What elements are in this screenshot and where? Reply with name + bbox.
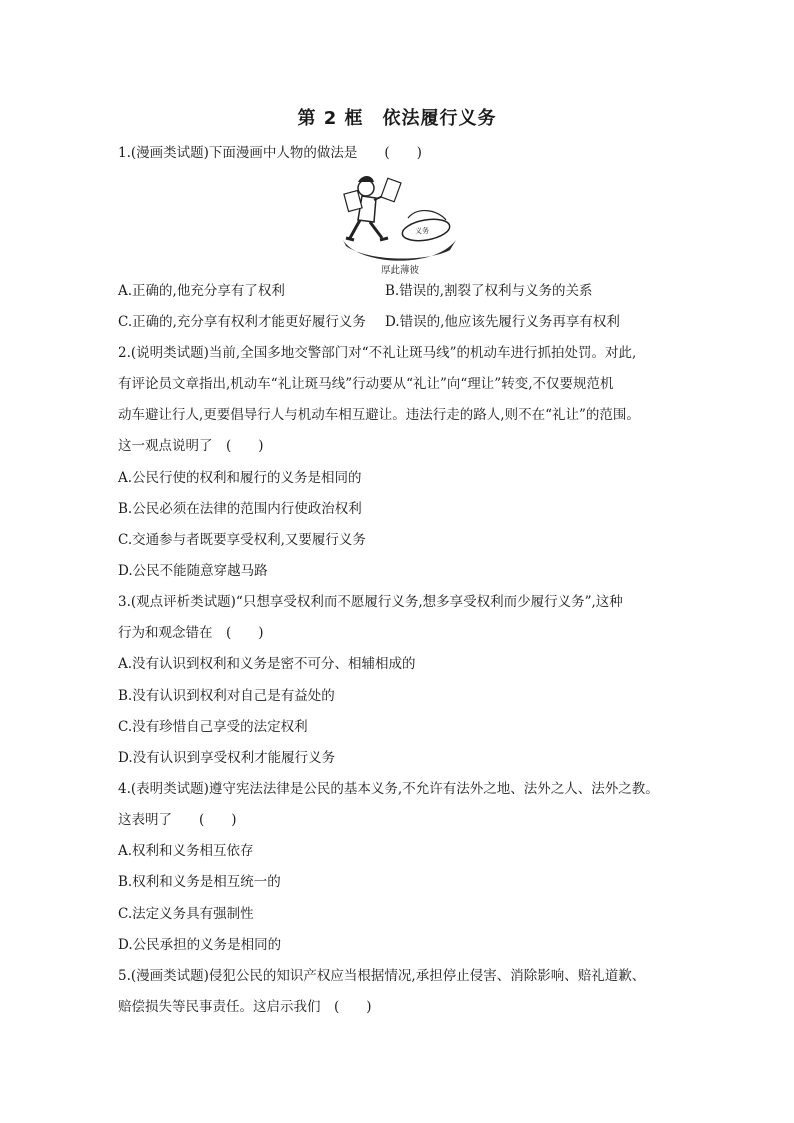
q2-line: 动车避让行人,更要倡导行人与机动车相互避让。违法行走的路人,则不在“礼让”的范围。: [118, 407, 640, 423]
q4-line: 4.(表明类试题)遵守宪法法律是公民的基本义务,不允许有法外之地、法外之人、法外之教。: [118, 781, 659, 797]
q2-option-a: A.公民行使的权利和履行的义务是相同的: [118, 470, 362, 486]
q3-line: 行为和观念错在 ( ): [118, 625, 264, 641]
q1-stem: 1.(漫画类试题)下面漫画中人物的做法是 ( ): [118, 145, 422, 161]
q2-line: 有评论员文章指出,机动车“礼让斑马线”行动要从“礼让”向“理让”转变,不仅要规范机: [118, 376, 614, 392]
q4-option-d: D.公民承担的义务是相同的: [118, 937, 282, 953]
q3-option-a: A.没有认识到权利和义务是密不可分、相辅相成的: [118, 656, 416, 672]
q1-option-d: D.错误的,他应该先履行义务再享有权利: [385, 314, 620, 330]
q2-option-d: D.公民不能随意穿越马路: [118, 563, 268, 579]
q4-line: 这表明了 ( ): [118, 812, 237, 828]
q5-line: 赔偿损失等民事责任。这启示我们 ( ): [118, 999, 372, 1015]
q1-option-b: B.错误的,割裂了权利与义务的关系: [385, 283, 593, 299]
q2-option-b: B.公民必须在法律的范围内行使政治权利: [118, 501, 362, 517]
q4-option-a: A.权利和义务相互依存: [118, 843, 254, 859]
q2-line: 这一观点说明了 ( ): [118, 438, 264, 454]
q4-option-c: C.法定义务具有强制性: [118, 906, 254, 922]
q5-line: 5.(漫画类试题)侵犯公民的知识产权应当根据情况,承担停止侵害、消除影响、赔礼道歉、: [118, 968, 646, 984]
sign-text: 义务: [415, 227, 429, 235]
q3-option-c: C.没有珍惜自己享受的法定权利: [118, 719, 308, 735]
q2-line: 2.(说明类试题)当前,全国多地交警部门对“不礼让斑马线”的机动车进行抓拍处罚。对此,: [118, 345, 637, 361]
q1-option-a: A.正确的,他充分享有了权利: [118, 283, 285, 299]
q2-option-c: C.交通参与者既要享受权利,又要履行义务: [118, 532, 366, 548]
cartoon-caption: 厚此薄彼: [380, 265, 419, 276]
q3-option-d: D.没有认识到享受权利才能履行义务: [118, 750, 336, 766]
page-title: 第 2 框 依法履行义务: [297, 108, 497, 129]
q3-option-b: B.没有认识到权利对自己是有益处的: [118, 688, 335, 704]
q1-option-c: C.正确的,充分享有权利才能更好履行义务: [118, 314, 366, 330]
q3-line: 3.(观点评析类试题)“只想享受权利而不愿履行义务,想多享受权利而少履行义务”,这种: [118, 594, 623, 610]
q4-option-b: B.权利和义务是相互统一的: [118, 874, 281, 890]
